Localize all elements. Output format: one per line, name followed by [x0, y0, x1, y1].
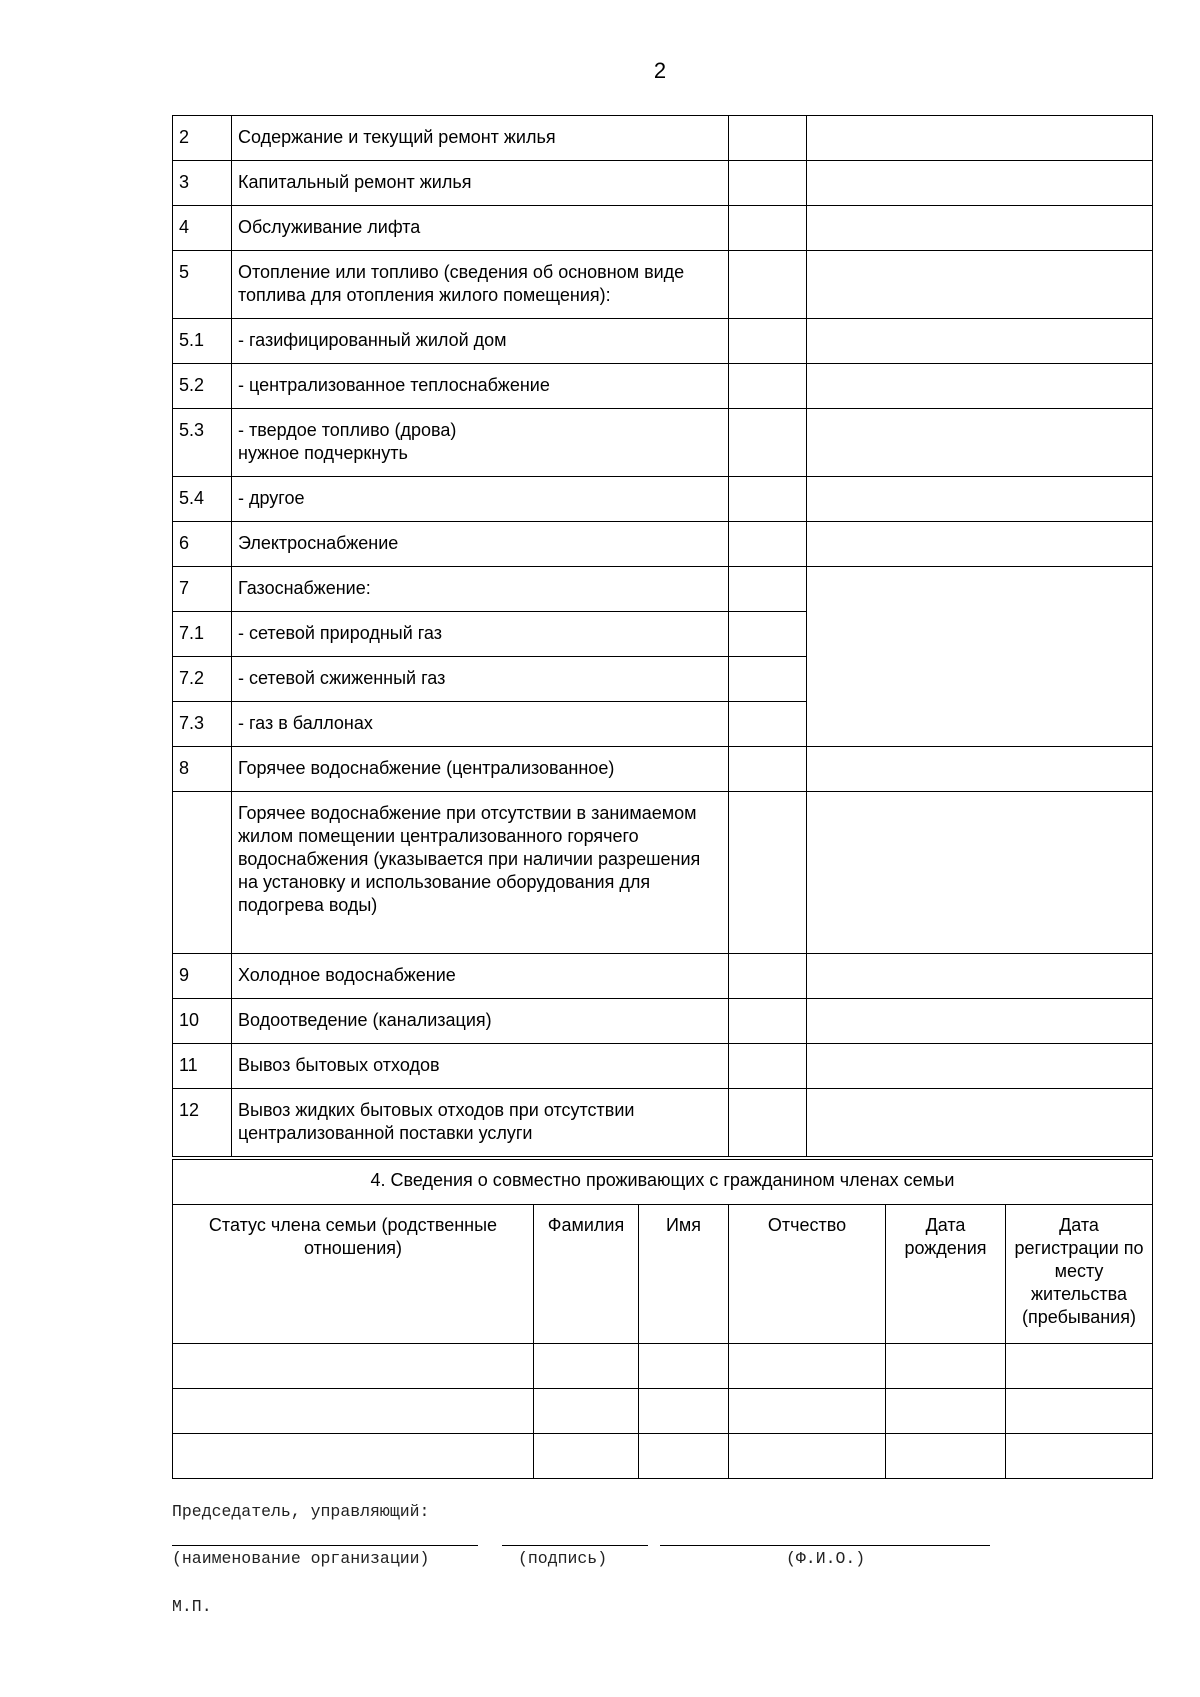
row-label: Горячее водоснабжение при отсутствии в занимаемом жилом помещении централизованного горячего водоснабжения (указывается при наличии разрешения на установку и использование оборудования для подогрева воды) [232, 792, 729, 954]
row-number: 10 [173, 999, 232, 1044]
signature-caption: (подпись) [518, 1549, 608, 1568]
value-cell[interactable] [807, 1089, 1153, 1157]
row-label-note: нужное подчеркнуть [238, 443, 408, 463]
chairman-label: Председатель, управляющий: [172, 1502, 430, 1521]
row-label: Капитальный ремонт жилья [232, 161, 729, 206]
value-cell[interactable] [729, 999, 807, 1044]
row-label: - газ в баллонах [232, 702, 729, 747]
row-label: Электроснабжение [232, 522, 729, 567]
value-cell[interactable] [729, 1044, 807, 1089]
value-cell[interactable] [807, 792, 1153, 954]
table-row [173, 409, 1153, 477]
value-cell[interactable] [729, 251, 807, 319]
table-row [173, 522, 1153, 567]
empty-cell[interactable] [639, 1389, 729, 1434]
value-cell[interactable] [807, 1044, 1153, 1089]
row-number: 5.2 [173, 364, 232, 409]
table-row [173, 364, 1153, 409]
row-label: Отопление или топливо (сведения об основном виде топлива для отопления жилого помещения): [232, 251, 729, 319]
row-number: 3 [173, 161, 232, 206]
row-label: Холодное водоснабжение [232, 954, 729, 999]
stamp-label: М.П. [172, 1597, 212, 1616]
row-number: 7.1 [173, 612, 232, 657]
value-cell[interactable] [807, 161, 1153, 206]
empty-cell[interactable] [1006, 1344, 1153, 1389]
value-cell[interactable] [729, 567, 807, 612]
value-cell[interactable] [729, 954, 807, 999]
value-cell[interactable] [807, 319, 1153, 364]
table-row [173, 1160, 1153, 1205]
row-number: 7 [173, 567, 232, 612]
empty-cell[interactable] [173, 1344, 534, 1389]
value-cell[interactable] [729, 409, 807, 477]
table-row [173, 251, 1153, 319]
column-header: Дата рождения [886, 1205, 1006, 1344]
row-label: - централизованное теплоснабжение [232, 364, 729, 409]
table-row [173, 999, 1153, 1044]
empty-cell[interactable] [729, 1389, 886, 1434]
column-header: Фамилия [534, 1205, 639, 1344]
row-number: 5.4 [173, 477, 232, 522]
row-label: - сетевой сжиженный газ [232, 657, 729, 702]
row-label-line: - твердое топливо (дрова) [238, 420, 457, 440]
table-row [173, 1434, 1153, 1479]
page-number: 2 [653, 58, 667, 83]
table-row [173, 206, 1153, 251]
family-members-table [172, 1159, 1153, 1479]
row-label: Водоотведение (канализация) [232, 999, 729, 1044]
column-header: Отчество [729, 1205, 886, 1344]
table-row [173, 161, 1153, 206]
empty-cell[interactable] [1006, 1434, 1153, 1479]
row-number: 4 [173, 206, 232, 251]
value-cell[interactable] [729, 522, 807, 567]
value-cell[interactable] [807, 364, 1153, 409]
value-cell[interactable] [729, 206, 807, 251]
row-number: 8 [173, 747, 232, 792]
column-header: Статус члена семьи (родственные отношения) [173, 1205, 534, 1344]
table-row [173, 1344, 1153, 1389]
value-cell[interactable] [807, 954, 1153, 999]
row-label: Горячее водоснабжение (централизованное) [232, 747, 729, 792]
row-label [232, 409, 729, 477]
row-number: 2 [173, 116, 232, 161]
row-label: Вывоз бытовых отходов [232, 1044, 729, 1089]
table-header-row [173, 1205, 1153, 1344]
signature-line[interactable] [502, 1545, 648, 1546]
empty-cell[interactable] [534, 1434, 639, 1479]
value-cell[interactable] [807, 522, 1153, 567]
empty-cell[interactable] [534, 1389, 639, 1434]
column-header: Имя [639, 1205, 729, 1344]
empty-cell[interactable] [639, 1434, 729, 1479]
row-number: 6 [173, 522, 232, 567]
fio-caption: (Ф.И.О.) [786, 1549, 866, 1568]
empty-cell[interactable] [639, 1344, 729, 1389]
row-label: - другое [232, 477, 729, 522]
row-number: 5.3 [173, 409, 232, 477]
value-cell[interactable] [729, 319, 807, 364]
table-row [173, 747, 1153, 792]
org-name-line[interactable] [172, 1545, 478, 1546]
value-cell[interactable] [807, 251, 1153, 319]
column-header: Дата регистрации по месту жительства (пребывания) [1006, 1205, 1153, 1344]
row-label: Вывоз жидких бытовых отходов при отсутствии централизованной поставки услуги [232, 1089, 729, 1157]
value-cell[interactable] [729, 612, 807, 657]
org-name-caption: (наименование организации) [172, 1549, 430, 1568]
row-number: 7.2 [173, 657, 232, 702]
table-row [173, 116, 1153, 161]
table-row [173, 954, 1153, 999]
value-cell[interactable] [807, 206, 1153, 251]
value-cell[interactable] [729, 364, 807, 409]
value-cell[interactable] [807, 999, 1153, 1044]
row-label: Газоснабжение: [232, 567, 729, 612]
services-table [172, 115, 1153, 1157]
value-cell[interactable] [729, 116, 807, 161]
empty-cell[interactable] [729, 1434, 886, 1479]
table-row [173, 477, 1153, 522]
row-label: - сетевой природный газ [232, 612, 729, 657]
value-cell[interactable] [729, 1089, 807, 1157]
row-number: 11 [173, 1044, 232, 1089]
table-row [173, 792, 1153, 954]
row-label: - газифицированный жилой дом [232, 319, 729, 364]
gas-merged-cell[interactable] [807, 567, 1153, 747]
value-cell[interactable] [807, 747, 1153, 792]
empty-cell[interactable] [729, 1344, 886, 1389]
row-number: 12 [173, 1089, 232, 1157]
value-cell[interactable] [729, 792, 807, 954]
row-label: Обслуживание лифта [232, 206, 729, 251]
value-cell[interactable] [729, 657, 807, 702]
row-number [173, 792, 232, 954]
table-row [173, 1089, 1153, 1157]
value-cell[interactable] [729, 161, 807, 206]
empty-cell[interactable] [886, 1389, 1006, 1434]
table-row [173, 1044, 1153, 1089]
section-title: 4. Сведения о совместно проживающих с гражданином членах семьи [173, 1160, 1153, 1205]
empty-cell[interactable] [886, 1434, 1006, 1479]
value-cell[interactable] [807, 477, 1153, 522]
value-cell[interactable] [729, 477, 807, 522]
value-cell[interactable] [729, 747, 807, 792]
value-cell[interactable] [807, 116, 1153, 161]
row-number: 7.3 [173, 702, 232, 747]
row-label: Содержание и текущий ремонт жилья [232, 116, 729, 161]
empty-cell[interactable] [1006, 1389, 1153, 1434]
empty-cell[interactable] [886, 1344, 1006, 1389]
table-row [173, 567, 1153, 612]
empty-cell[interactable] [173, 1434, 534, 1479]
value-cell[interactable] [807, 409, 1153, 477]
table-row [173, 319, 1153, 364]
empty-cell[interactable] [173, 1389, 534, 1434]
fio-line[interactable] [660, 1545, 990, 1546]
empty-cell[interactable] [534, 1344, 639, 1389]
row-number: 5 [173, 251, 232, 319]
value-cell[interactable] [729, 702, 807, 747]
row-number: 9 [173, 954, 232, 999]
table-row [173, 1389, 1153, 1434]
row-number: 5.1 [173, 319, 232, 364]
